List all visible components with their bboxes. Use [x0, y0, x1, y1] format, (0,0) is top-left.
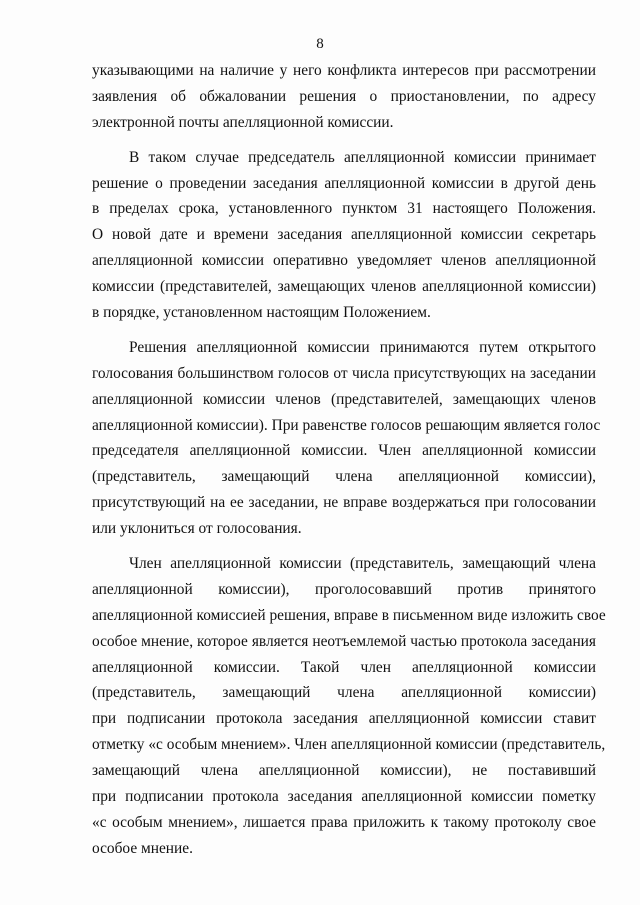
text-line: В таком случае председатель апелляционной комиссии принимает: [129, 148, 596, 166]
text-line: Член апелляционной комиссии (представитель, замещающий члена: [129, 555, 596, 573]
body-text: [92, 58, 606, 862]
text-line: председателя апелляционной комиссии. Член апелляционной комиссии: [92, 442, 596, 460]
text-line: апелляционной комиссии членов (представителей, замещающих членов: [92, 390, 596, 408]
text-line: комиссии (представителей, замещающих членов апелляционной комиссии): [92, 278, 596, 296]
text-line: при подписании протокола заседания апелляционной комиссии пометку: [92, 788, 596, 806]
text-line: или уклониться от голосования.: [92, 520, 302, 538]
text-line: (представитель, замещающий члена апелляционной комиссии): [92, 684, 596, 702]
text-line: апелляционной комиссии оперативно уведомляет членов апелляционной: [92, 252, 596, 270]
text-line: голосования большинством голосов от числа присутствующих на заседании: [92, 364, 596, 382]
text-line: апелляционной комиссией решения, вправе в письменном виде изложить свое: [92, 606, 606, 624]
text-line: апелляционной комиссии. Такой член апелляционной комиссии: [92, 658, 596, 676]
paragraph-4: [92, 551, 606, 862]
paragraph-2: [92, 145, 596, 326]
text-line: особое мнение.: [92, 839, 193, 857]
text-line: в пределах срока, установленного пунктом 31 настоящего Положения.: [92, 200, 596, 218]
text-line: заявления об обжаловании решения о приостановлении, по адресу: [92, 87, 596, 105]
text-line: указывающими на наличие у него конфликта интересов при рассмотрении: [92, 62, 596, 79]
paragraph-3: [92, 335, 601, 542]
text-line: решение о проведении заседания апелляционной комиссии в другой день: [92, 174, 596, 192]
text-line: электронной почты апелляционной комиссии.: [92, 113, 394, 131]
text-line: особое мнение, которое является неотъемлемой частью протокола заседания: [92, 632, 596, 650]
text-line: при подписании протокола заседания апелляционной комиссии ставит: [92, 710, 596, 728]
text-line: в порядке, установленном настоящим Положением.: [92, 304, 431, 322]
text-line: «с особым мнением», лишается права приложить к такому протоколу свое: [92, 813, 596, 831]
page-number: 8: [316, 36, 324, 52]
text-line: (представитель, замещающий члена апелляционной комиссии),: [92, 468, 596, 486]
text-line: присутствующий на ее заседании, не вправе воздержаться при голосовании: [92, 494, 596, 512]
text-line: замещающий члена апелляционной комиссии), не поставивший: [92, 762, 596, 780]
text-line: апелляционной комиссии). При равенстве голосов решающим является голос: [92, 416, 601, 434]
paragraph-1: [92, 58, 596, 136]
text-line: О новой дате и времени заседания апелляционной комиссии секретарь: [92, 226, 596, 244]
text-line: отметку «с особым мнением». Член апелляционной комиссии (представитель,: [92, 736, 606, 754]
text-line: Решения апелляционной комиссии принимаются путем открытого: [129, 338, 596, 356]
text-line: апелляционной комиссии), проголосовавший против принятого: [92, 580, 596, 598]
